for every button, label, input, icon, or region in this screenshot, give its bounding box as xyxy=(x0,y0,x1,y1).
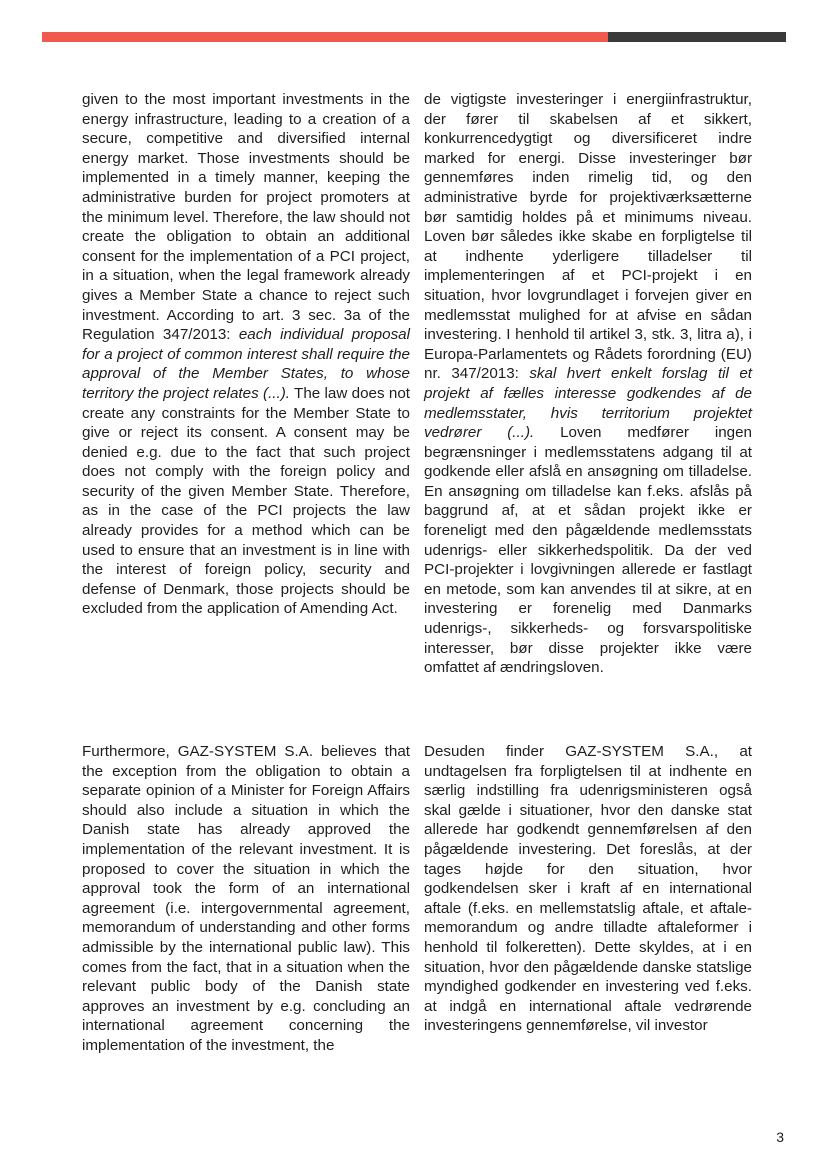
paragraph-en-1 xyxy=(82,90,410,619)
paragraph-en-2: Furthermore, GAZ-SYSTEM S.A. believes that the exception from the obligation to obtain a separate opinion of a Minister for Foreign Affairs should also include a situation in which the Danish state has already approved the implementation of the relevant investment. It is proposed to cover the situation in which the approval took the form of an international agreement (i.e. intergovernmental agreement, memorandum of understanding and other forms admissible by the international public law). This comes from the fact, that in a situation when the relevant public body of the Danish state approves an investment by e.g. concluding an international agreement concerning the implementation of the investment, the xyxy=(82,743,410,1054)
paragraph-da-1 xyxy=(424,90,752,678)
paragraph-en-1-text-a: given to the most important investments in the energy infrastructure, leading to a creation of a secure, competitive and diversified internal energy market. Those investments should be implemented in a timely manner, keeping the administrative burden for project promoters at the minimum level. Therefore, the law should not create the obligation to obtain an additional consent for the implementation of a PCI project, in a situation, when the legal framework already gives a Member State a chance to reject such investment. According to art. 3 sec. 3a of the Regulation 347/2013: xyxy=(82,91,410,344)
paragraph-da-1-text-b: Loven medfører ingen begrænsninger i medlemsstatens adgang til at godkende eller afslå en ansøgning om tilladelse. En ansøgning om tilladelse kan f.eks. afslås på baggrund af, at et sådan projekt ikke er foreneligt med den pågældende medlemsstats udenrigs- eller sikkerhedspolitik. Da der ved PCI-projekter i lovgivningen allerede er fastlagt en metode, som kan anvendes til at sikre, at en investering er forenelig med Danmarks udenrigs-, sikkerheds- og forsvarspolitiske interesser, bør disse projekter ikke være omfattet af ændringsloven. xyxy=(424,424,752,677)
header-bar-dark-segment xyxy=(608,32,786,42)
paragraph-en-1-quote: each individual proposal for a project of common interest shall require the approval of the Member States, to whose territory the project relates (...). xyxy=(82,326,410,402)
paragraph-da-1-quote: skal hvert enkelt forslag til et projekt af fælles interesse godkendes af de medlemsstater, hvis territorium projektet vedrører (...). xyxy=(424,365,753,442)
header-color-bar xyxy=(42,32,786,42)
header-bar-red-segment xyxy=(42,32,608,42)
paragraph-en-1-text-b: The law does not create any constraints for the Member State to give or reject its consent. A consent may be denied e.g. due to the fact that such project does not comply with the foreign policy and security of the given Member State. Therefore, as in the case of the PCI projects the law already provides for a method which can be used to ensure that an investment is in line with the interest of foreign policy, security and defense of Denmark, those projects should be excluded from the application of Amending Act. xyxy=(82,384,410,618)
paragraph-da-2: Desuden finder GAZ-SYSTEM S.A., at undtagelsen fra forpligtelsen til at indhente en særlig indstilling fra udenrigsministeren også skal gælde i situationer, hvor den danske stat allerede har godkendt gennemførelsen af den pågældende investering. Det foreslås, at der tages højde for den situation, hvor godkendelsen sker i kraft af en international aftale (f.eks. en mellemstatslig aftale, et aftale-memorandum og andre tilladte aftaleformer i henhold til folkeretten). Dette skyldes, at i en situation, hvor den pågældende danske statslige myndighed godkender en investering ved f.eks. at indgå en international aftale vedrørende investeringens gennemførelse, vil investor xyxy=(424,743,752,1035)
paragraph-da-1-text-a: de vigtigste investeringer i energiinfrastruktur, der fører til skabelsen af et sikkert, konkurrencedygtigt og diversificeret indre marked for energi. Disse investeringer bør gennemføres inden rimelig tid, og den administrative byrde for projektiværksætterne bør samtidig holdes på et minimums niveau. Loven bør således ikke skabe en forpligtelse til at indhente yderligere tilladelser til implementeringen af et PCI-projekt i en situation, hvor lovgrundlaget i forvejen giver en medlemsstat mulighed for at afvise en sådan investering. I henhold til artikel 3, stk. 3, litra a), i Europa-Parlamentets og Rådets forordning (EU) nr. 347/2013: xyxy=(424,91,752,383)
page-number: 3 xyxy=(776,1129,784,1145)
